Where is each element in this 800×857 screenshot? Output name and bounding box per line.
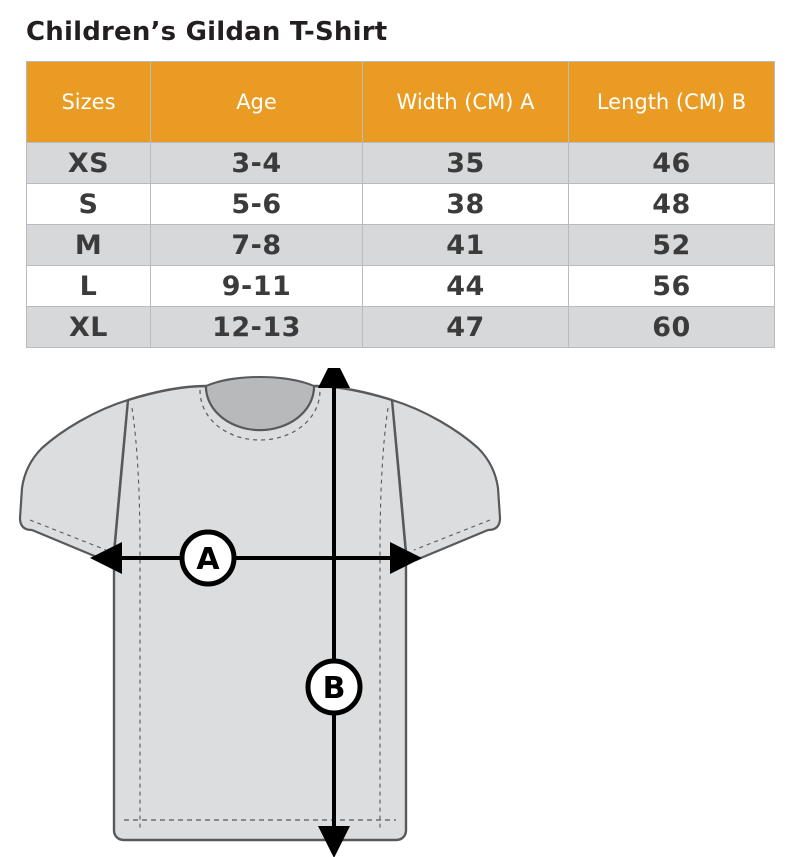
cell-width: 35 bbox=[363, 143, 569, 184]
width-marker-badge bbox=[182, 532, 234, 584]
cell-size: M bbox=[27, 225, 151, 266]
table-header-row bbox=[27, 62, 775, 143]
table-row bbox=[27, 184, 775, 225]
table-row bbox=[27, 307, 775, 348]
cell-age: 12-13 bbox=[151, 307, 363, 348]
page-title: Children’s Gildan T-Shirt bbox=[26, 17, 388, 47]
size-chart-table bbox=[26, 61, 775, 348]
cell-length: 60 bbox=[569, 307, 775, 348]
cell-length: 56 bbox=[569, 266, 775, 307]
table-body bbox=[27, 143, 775, 348]
cell-length: 48 bbox=[569, 184, 775, 225]
table-row bbox=[27, 225, 775, 266]
table-row bbox=[27, 266, 775, 307]
length-marker-label: B bbox=[322, 671, 346, 706]
length-marker-badge bbox=[308, 661, 360, 713]
width-marker-label: A bbox=[196, 542, 220, 577]
cell-width: 38 bbox=[363, 184, 569, 225]
column-header-age: Age bbox=[151, 62, 363, 143]
cell-width: 47 bbox=[363, 307, 569, 348]
cell-width: 44 bbox=[363, 266, 569, 307]
tshirt-measurement-diagram bbox=[0, 368, 800, 857]
cell-size: L bbox=[27, 266, 151, 307]
table-header bbox=[27, 62, 775, 143]
column-header-sizes: Sizes bbox=[27, 62, 151, 143]
cell-size: S bbox=[27, 184, 151, 225]
cell-width: 41 bbox=[363, 225, 569, 266]
cell-age: 7-8 bbox=[151, 225, 363, 266]
column-header-width: Width (CM) A bbox=[363, 62, 569, 143]
cell-size: XS bbox=[27, 143, 151, 184]
cell-size: XL bbox=[27, 307, 151, 348]
cell-age: 3-4 bbox=[151, 143, 363, 184]
cell-age: 5-6 bbox=[151, 184, 363, 225]
cell-age: 9-11 bbox=[151, 266, 363, 307]
tshirt-icon bbox=[20, 377, 500, 840]
column-header-length: Length (CM) B bbox=[569, 62, 775, 143]
cell-length: 46 bbox=[569, 143, 775, 184]
table-row bbox=[27, 143, 775, 184]
cell-length: 52 bbox=[569, 225, 775, 266]
